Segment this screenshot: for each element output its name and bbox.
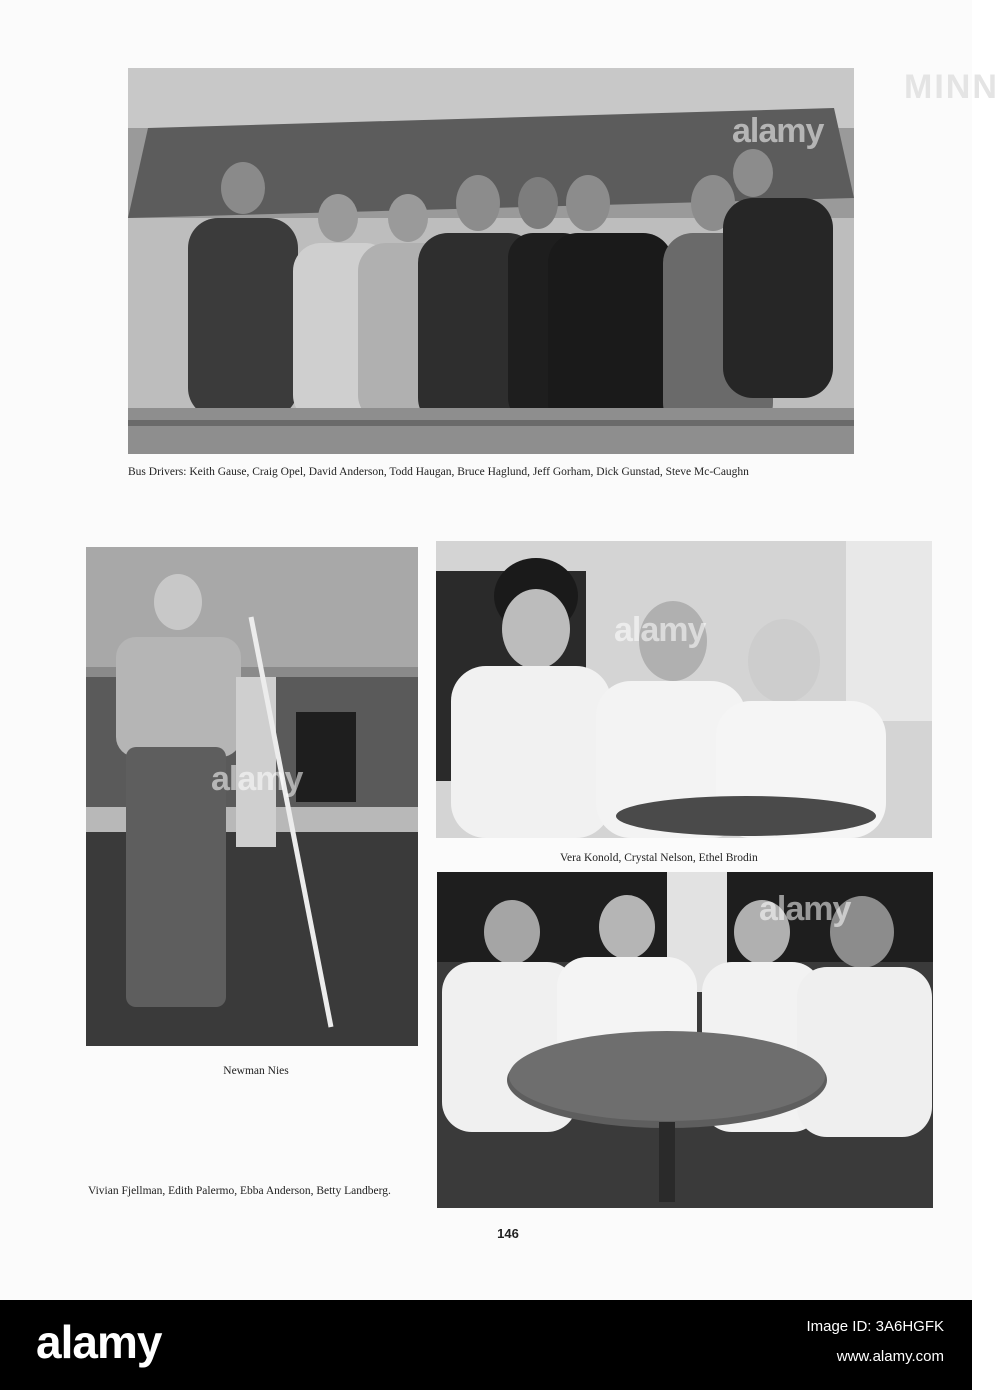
alamy-logo[interactable]: alamy: [36, 1316, 162, 1368]
image-id: Image ID: 3A6HGFK: [806, 1318, 944, 1335]
watermark-logo: alamy: [759, 890, 851, 928]
cafeteria-table-photo: [437, 872, 933, 1208]
bleed-through-text: MINN: [904, 68, 999, 106]
watermark-logo: alamy: [732, 112, 824, 150]
kitchen-staff-caption: Vera Konold, Crystal Nelson, Ethel Brodin: [560, 852, 758, 864]
stock-footer-bar: [0, 1300, 972, 1390]
watermark-logo: alamy: [211, 760, 303, 798]
bus-drivers-photo: [128, 68, 854, 454]
cafeteria-table-caption: Vivian Fjellman, Edith Palermo, Ebba Anderson, Betty Landberg.: [88, 1185, 391, 1197]
page-number: 146: [497, 1226, 519, 1241]
custodian-photo: [86, 547, 418, 1046]
watermark-logo: alamy: [614, 611, 706, 649]
bus-drivers-caption: Bus Drivers: Keith Gause, Craig Opel, David Anderson, Todd Haugan, Bruce Haglund, Jeff Gorham, Dick Gunstad, Steve Mc-Caughn: [128, 466, 749, 478]
kitchen-staff-photo: [436, 541, 932, 838]
custodian-caption: Newman Nies: [223, 1065, 289, 1077]
site-url[interactable]: www.alamy.com: [836, 1348, 944, 1365]
